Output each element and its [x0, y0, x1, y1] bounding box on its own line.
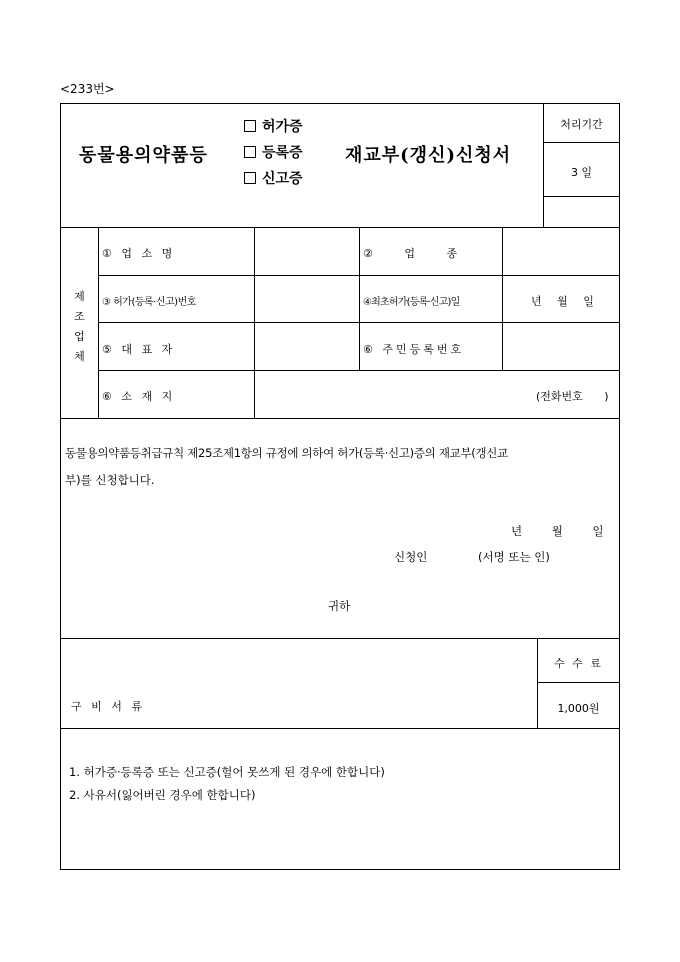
processing-period-value: 3 일 [570, 166, 593, 179]
fee-value: 1,000원 [557, 702, 600, 715]
phone-number-label: (전화번호 ) [536, 390, 609, 403]
statement-line-1: 동물용의약품등취급규칙 제25조제1항의 규정에 의하여 허가(등록·신고)증의 재교부(갱신교 [65, 446, 508, 460]
resident-number-label: ⑥ 주민등록번호 [363, 343, 465, 356]
document-item-1: 1. 허가증·등록증 또는 신고증(헐어 못쓰게 된 경우에 한합니다) [69, 765, 385, 779]
application-date: 년 월 일 [511, 524, 604, 538]
business-type-label: ② 업 종 [363, 247, 461, 260]
option-report: 신고증 [244, 168, 303, 188]
title-right: 재교부(갱신)신청서 [345, 145, 512, 166]
first-permit-date-value: 년 월 일 [531, 295, 594, 308]
representative-label: ⑤ 대 표 자 [102, 343, 176, 356]
title-left: 동물용의약품등 [79, 145, 208, 166]
address-label: ⑥ 소 재 지 [102, 390, 176, 403]
application-form [60, 103, 620, 870]
statement-line-2: 부)를 신청합니다. [65, 473, 155, 487]
fee-label: 수 수 료 [554, 657, 603, 670]
addressee-label: 귀하 [328, 599, 351, 613]
form-number: <233번> [60, 82, 115, 96]
manufacturer-side-label: 제 조 업 체 [74, 290, 85, 363]
required-documents-label: 구 비 서 류 [71, 700, 145, 713]
applicant-label: 신청인 [394, 550, 428, 564]
permit-number-label: ③ 허가(등록·신고)번호 [102, 297, 196, 308]
option-registration: 등록증 [244, 142, 303, 162]
processing-period-label: 처리기간 [560, 118, 603, 131]
checkbox-icon [244, 172, 256, 184]
checkbox-icon [244, 120, 256, 132]
business-name-label: ① 업 소 명 [102, 247, 176, 260]
checkbox-icon [244, 146, 256, 158]
document-item-2: 2. 사유서(잃어버린 경우에 한합니다) [69, 788, 256, 802]
option-permit: 허가증 [244, 116, 303, 136]
signature-label: (서명 또는 인) [478, 550, 550, 564]
first-permit-date-label: ④최초허가(등록·신고)일 [363, 297, 460, 308]
